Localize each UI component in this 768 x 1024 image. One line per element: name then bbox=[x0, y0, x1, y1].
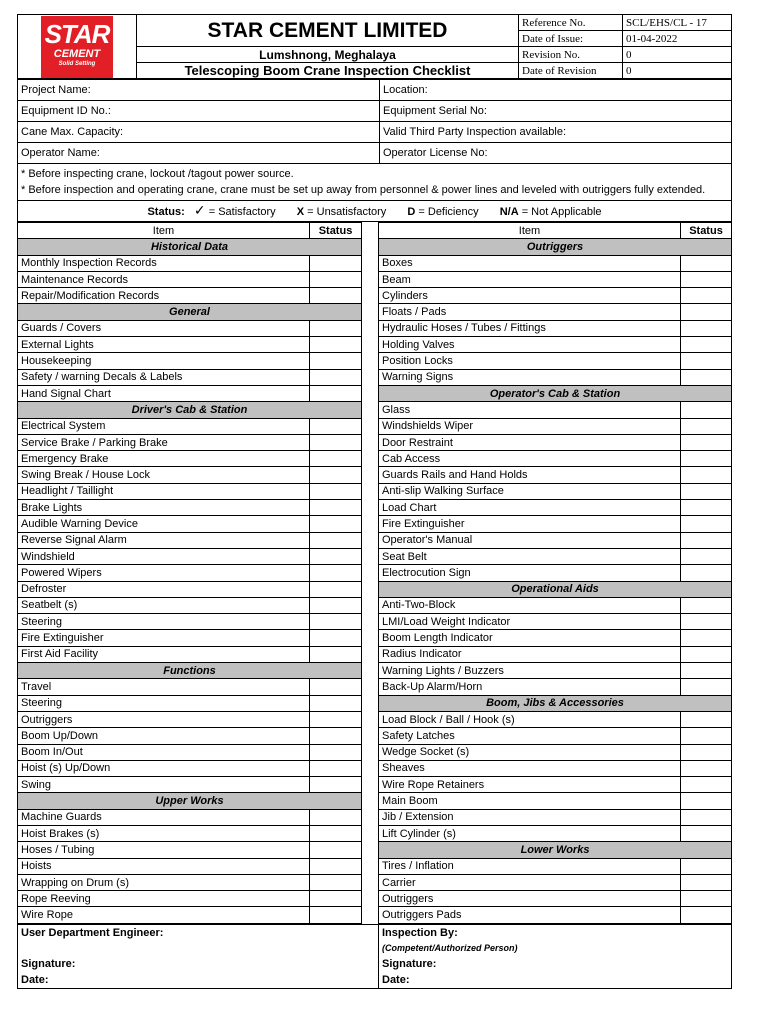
operator-name-field[interactable]: Operator Name: bbox=[18, 143, 380, 164]
note-setup: * Before inspection and operating crane, crane must be set up away from personnel & power lines and leveled with outriggers fully extended. bbox=[21, 184, 706, 196]
right-checklist-item: Windshields Wiper bbox=[379, 418, 681, 434]
right-checklist-item: Fire Extinguisher bbox=[379, 516, 681, 532]
left-status-cell[interactable] bbox=[310, 597, 362, 613]
right-status-cell[interactable] bbox=[681, 777, 732, 793]
left-status-cell[interactable] bbox=[310, 679, 362, 695]
right-checklist-item: Holding Valves bbox=[379, 337, 681, 353]
right-status-cell[interactable] bbox=[681, 483, 732, 499]
left-checklist-item: Swing bbox=[18, 777, 310, 793]
column-gap bbox=[362, 842, 379, 858]
right-status-cell[interactable] bbox=[681, 630, 732, 646]
left-status-cell[interactable] bbox=[310, 532, 362, 548]
left-status-cell[interactable] bbox=[310, 842, 362, 858]
right-status-cell[interactable] bbox=[681, 369, 732, 385]
left-status-cell[interactable] bbox=[310, 288, 362, 304]
right-status-cell[interactable] bbox=[681, 402, 732, 418]
left-section-title: General bbox=[18, 304, 362, 320]
checklist-row bbox=[18, 402, 732, 418]
column-gap bbox=[362, 434, 379, 450]
column-gap bbox=[362, 548, 379, 564]
column-gap bbox=[362, 597, 379, 613]
right-item-header: Item bbox=[379, 223, 681, 239]
left-checklist-item: First Aid Facility bbox=[18, 646, 310, 662]
right-checklist-item: Beam bbox=[379, 271, 681, 287]
right-status-cell[interactable] bbox=[681, 614, 732, 630]
left-checklist-item: Boom In/Out bbox=[18, 744, 310, 760]
column-gap bbox=[362, 451, 379, 467]
checklist-row bbox=[18, 744, 732, 760]
left-status-cell[interactable] bbox=[310, 369, 362, 385]
left-status-cell[interactable] bbox=[310, 728, 362, 744]
left-status-cell[interactable] bbox=[310, 418, 362, 434]
max-capacity-field[interactable]: Cane Max. Capacity: bbox=[18, 122, 380, 143]
right-checklist-item: Boom Length Indicator bbox=[379, 630, 681, 646]
column-gap bbox=[362, 760, 379, 776]
checklist-row bbox=[18, 728, 732, 744]
legend-d-symbol: D bbox=[407, 206, 416, 218]
left-status-cell[interactable] bbox=[310, 858, 362, 874]
left-checklist-item: Steering bbox=[18, 695, 310, 711]
signature-right[interactable]: Signature: bbox=[379, 956, 732, 972]
left-status-cell[interactable] bbox=[310, 483, 362, 499]
left-status-cell[interactable] bbox=[310, 500, 362, 516]
meta-label: Revision No. bbox=[519, 47, 623, 63]
left-checklist-item: Maintenance Records bbox=[18, 271, 310, 287]
left-status-cell[interactable] bbox=[310, 467, 362, 483]
right-status-cell[interactable] bbox=[681, 825, 732, 841]
left-status-header: Status bbox=[310, 223, 362, 239]
right-status-cell[interactable] bbox=[681, 467, 732, 483]
logo-cement-text: CEMENT bbox=[53, 47, 101, 60]
left-checklist-item: Housekeeping bbox=[18, 353, 310, 369]
left-checklist-item: Travel bbox=[18, 679, 310, 695]
right-checklist-item: Door Restraint bbox=[379, 434, 681, 450]
left-checklist-item: Repair/Modification Records bbox=[18, 288, 310, 304]
column-gap bbox=[362, 679, 379, 695]
right-checklist-item: Floats / Pads bbox=[379, 304, 681, 320]
info-table bbox=[17, 79, 732, 222]
checklist-row bbox=[18, 809, 732, 825]
column-gap bbox=[362, 711, 379, 727]
meta-label: Date of Issue: bbox=[519, 31, 623, 47]
left-status-cell[interactable] bbox=[310, 646, 362, 662]
column-gap bbox=[362, 695, 379, 711]
left-status-cell[interactable] bbox=[310, 744, 362, 760]
checklist-row bbox=[18, 451, 732, 467]
right-section-title: Operational Aids bbox=[379, 581, 732, 597]
right-section-title: Operator's Cab & Station bbox=[379, 385, 732, 401]
column-gap bbox=[362, 271, 379, 287]
left-checklist-item: Wrapping on Drum (s) bbox=[18, 874, 310, 890]
column-gap bbox=[362, 500, 379, 516]
left-checklist-item: Hoists bbox=[18, 858, 310, 874]
right-section-title: Outriggers bbox=[379, 239, 732, 255]
legend-deficiency: = Deficiency bbox=[418, 206, 479, 218]
right-checklist-item: Sheaves bbox=[379, 760, 681, 776]
column-gap bbox=[362, 304, 379, 320]
left-checklist-item: Wire Rope bbox=[18, 907, 310, 923]
right-checklist-item: Carrier bbox=[379, 874, 681, 890]
column-gap bbox=[362, 369, 379, 385]
right-checklist-item: Wedge Socket (s) bbox=[379, 744, 681, 760]
left-status-cell[interactable] bbox=[310, 777, 362, 793]
right-checklist-item: Tires / Inflation bbox=[379, 858, 681, 874]
column-gap bbox=[362, 239, 379, 255]
right-checklist-item: Back-Up Alarm/Horn bbox=[379, 679, 681, 695]
right-status-cell[interactable] bbox=[681, 760, 732, 776]
meta-label: Date of Revision bbox=[519, 63, 623, 79]
right-status-cell[interactable] bbox=[681, 711, 732, 727]
left-checklist-item: Monthly Inspection Records bbox=[18, 255, 310, 271]
column-gap bbox=[362, 777, 379, 793]
checklist-row bbox=[18, 304, 732, 320]
left-checklist-item: Safety / warning Decals & Labels bbox=[18, 369, 310, 385]
notes bbox=[18, 164, 732, 201]
left-checklist-item: Boom Up/Down bbox=[18, 728, 310, 744]
checklist-row bbox=[18, 565, 732, 581]
left-status-cell[interactable] bbox=[310, 891, 362, 907]
right-status-cell[interactable] bbox=[681, 451, 732, 467]
right-status-cell[interactable] bbox=[681, 548, 732, 564]
column-gap bbox=[362, 663, 379, 679]
left-status-cell[interactable] bbox=[310, 451, 362, 467]
right-status-cell[interactable] bbox=[681, 907, 732, 923]
legend-satisfactory: = Satisfactory bbox=[208, 206, 276, 218]
left-checklist-item: Hand Signal Chart bbox=[18, 385, 310, 401]
column-gap bbox=[362, 630, 379, 646]
left-checklist-item: Emergency Brake bbox=[18, 451, 310, 467]
column-gap bbox=[362, 891, 379, 907]
checklist-row bbox=[18, 353, 732, 369]
right-checklist-item: Glass bbox=[379, 402, 681, 418]
left-checklist-item: Hoses / Tubing bbox=[18, 842, 310, 858]
note-lockout: * Before inspecting crane, lockout /tagout power source. bbox=[21, 168, 294, 180]
company-location: Lumshnong, Meghalaya bbox=[137, 47, 519, 63]
left-checklist-item: Reverse Signal Alarm bbox=[18, 532, 310, 548]
left-status-cell[interactable] bbox=[310, 614, 362, 630]
right-checklist-item: Wire Rope Retainers bbox=[379, 777, 681, 793]
location-field[interactable]: Location: bbox=[380, 80, 732, 101]
company-name: STAR CEMENT LIMITED bbox=[137, 15, 519, 47]
right-status-cell[interactable] bbox=[681, 891, 732, 907]
right-checklist-item: Operator's Manual bbox=[379, 532, 681, 548]
column-gap bbox=[362, 483, 379, 499]
right-checklist-item: Outriggers bbox=[379, 891, 681, 907]
legend-na-symbol: N/A bbox=[499, 206, 519, 218]
legend-not-applicable: = Not Applicable bbox=[521, 206, 602, 218]
right-checklist-item: Warning Lights / Buzzers bbox=[379, 663, 681, 679]
left-status-cell[interactable] bbox=[310, 809, 362, 825]
left-status-cell[interactable] bbox=[310, 337, 362, 353]
column-gap bbox=[362, 516, 379, 532]
meta-value[interactable]: 0 bbox=[623, 47, 732, 63]
left-status-cell[interactable] bbox=[310, 711, 362, 727]
right-status-cell[interactable] bbox=[681, 500, 732, 516]
signature-left[interactable]: Signature: bbox=[18, 956, 379, 972]
right-checklist-item: Cab Access bbox=[379, 451, 681, 467]
checklist-row bbox=[18, 777, 732, 793]
checklist-row bbox=[18, 711, 732, 727]
document-title: Telescoping Boom Crane Inspection Checklist bbox=[137, 63, 519, 79]
left-status-cell[interactable] bbox=[310, 353, 362, 369]
left-status-cell[interactable] bbox=[310, 548, 362, 564]
checklist-row bbox=[18, 891, 732, 907]
checklist-row bbox=[18, 548, 732, 564]
checklist-row bbox=[18, 532, 732, 548]
right-status-cell[interactable] bbox=[681, 271, 732, 287]
column-gap bbox=[362, 646, 379, 662]
logo-star-text: STAR bbox=[44, 18, 110, 49]
left-status-cell[interactable] bbox=[310, 630, 362, 646]
checklist-row bbox=[18, 255, 732, 271]
left-checklist-item: Rope Reeving bbox=[18, 891, 310, 907]
checklist-row bbox=[18, 516, 732, 532]
left-status-cell[interactable] bbox=[310, 565, 362, 581]
star-cement-logo bbox=[41, 16, 113, 78]
left-checklist-item: Guards / Covers bbox=[18, 320, 310, 336]
column-gap bbox=[362, 907, 379, 923]
right-checklist-item: Main Boom bbox=[379, 793, 681, 809]
column-gap bbox=[362, 385, 379, 401]
column-gap bbox=[362, 825, 379, 841]
logo-tagline: Solid Setting bbox=[58, 60, 96, 67]
equipment-serial-field[interactable]: Equipment Serial No: bbox=[380, 101, 732, 122]
project-name-field[interactable]: Project Name: bbox=[18, 80, 380, 101]
left-status-cell[interactable] bbox=[310, 695, 362, 711]
left-status-cell[interactable] bbox=[310, 516, 362, 532]
left-item-header: Item bbox=[18, 223, 310, 239]
column-gap bbox=[362, 581, 379, 597]
right-checklist-item: Seat Belt bbox=[379, 548, 681, 564]
right-status-cell[interactable] bbox=[681, 532, 732, 548]
signature-table bbox=[17, 924, 732, 989]
left-checklist-item: Outriggers bbox=[18, 711, 310, 727]
operator-license-field[interactable]: Operator License No: bbox=[380, 143, 732, 164]
check-icon: ✓ bbox=[193, 202, 206, 218]
meta-value[interactable]: SCL/EHS/CL - 17 bbox=[623, 15, 732, 31]
legend-unsatisfactory: = Unsatisfactory bbox=[307, 206, 387, 218]
left-checklist-item: Electrical System bbox=[18, 418, 310, 434]
right-section-title: Boom, Jibs & Accessories bbox=[379, 695, 732, 711]
checklist-row bbox=[18, 467, 732, 483]
right-status-cell[interactable] bbox=[681, 793, 732, 809]
checklist-row bbox=[18, 418, 732, 434]
left-status-cell[interactable] bbox=[310, 581, 362, 597]
left-checklist-item: Hoist (s) Up/Down bbox=[18, 760, 310, 776]
checklist-row bbox=[18, 337, 732, 353]
right-status-cell[interactable] bbox=[681, 744, 732, 760]
checklist-row bbox=[18, 483, 732, 499]
left-status-cell[interactable] bbox=[310, 255, 362, 271]
checklist-row bbox=[18, 597, 732, 613]
checklist-row bbox=[18, 320, 732, 336]
right-status-cell[interactable] bbox=[681, 858, 732, 874]
column-gap bbox=[362, 858, 379, 874]
right-checklist-item: Load Block / Ball / Hook (s) bbox=[379, 711, 681, 727]
competent-person-note: (Competent/Authorized Person) bbox=[379, 940, 732, 956]
column-gap bbox=[362, 728, 379, 744]
checklist-row bbox=[18, 842, 732, 858]
checklist-row bbox=[18, 614, 732, 630]
left-checklist-item: Hoist Brakes (s) bbox=[18, 825, 310, 841]
column-gap bbox=[362, 793, 379, 809]
column-gap bbox=[362, 320, 379, 336]
right-status-cell[interactable] bbox=[681, 809, 732, 825]
checklist-row bbox=[18, 239, 732, 255]
column-gap bbox=[362, 353, 379, 369]
checklist-row bbox=[18, 907, 732, 923]
left-checklist-item: Windshield bbox=[18, 548, 310, 564]
left-status-cell[interactable] bbox=[310, 320, 362, 336]
right-status-cell[interactable] bbox=[681, 288, 732, 304]
checklist-row bbox=[18, 760, 732, 776]
column-gap bbox=[362, 255, 379, 271]
column-gap bbox=[362, 337, 379, 353]
left-checklist-item: Machine Guards bbox=[18, 809, 310, 825]
checklist-row bbox=[18, 663, 732, 679]
checklist-row bbox=[18, 695, 732, 711]
right-section-title: Lower Works bbox=[379, 842, 732, 858]
column-gap bbox=[362, 809, 379, 825]
left-checklist-item: Brake Lights bbox=[18, 500, 310, 516]
left-section-title: Driver's Cab & Station bbox=[18, 402, 362, 418]
left-checklist-item: Fire Extinguisher bbox=[18, 630, 310, 646]
right-status-cell[interactable] bbox=[681, 565, 732, 581]
right-checklist-item: Boxes bbox=[379, 255, 681, 271]
date-right[interactable]: Date: bbox=[379, 972, 732, 988]
right-checklist-item: Outriggers Pads bbox=[379, 907, 681, 923]
right-checklist-item: Anti-slip Walking Surface bbox=[379, 483, 681, 499]
left-status-cell[interactable] bbox=[310, 874, 362, 890]
right-checklist-item: Load Chart bbox=[379, 500, 681, 516]
engineer-label: User Department Engineer: bbox=[18, 924, 379, 940]
right-checklist-item: Lift Cylinder (s) bbox=[379, 825, 681, 841]
header-table bbox=[17, 14, 732, 79]
right-status-cell[interactable] bbox=[681, 320, 732, 336]
checklist-row bbox=[18, 874, 732, 890]
equipment-id-field[interactable]: Equipment ID No.: bbox=[18, 101, 380, 122]
right-checklist-item: Position Locks bbox=[379, 353, 681, 369]
legend-x-symbol: X bbox=[296, 206, 305, 218]
meta-value[interactable]: 0 bbox=[623, 63, 732, 79]
left-checklist-item: Headlight / Taillight bbox=[18, 483, 310, 499]
right-status-cell[interactable] bbox=[681, 646, 732, 662]
right-checklist-item: Jib / Extension bbox=[379, 809, 681, 825]
left-checklist-item: Swing Break / House Lock bbox=[18, 467, 310, 483]
column-gap bbox=[362, 744, 379, 760]
checklist-row bbox=[18, 369, 732, 385]
column-gap bbox=[362, 418, 379, 434]
right-status-cell[interactable] bbox=[681, 728, 732, 744]
left-status-cell[interactable] bbox=[310, 907, 362, 923]
checklist-row bbox=[18, 858, 732, 874]
right-checklist-item: Anti-Two-Block bbox=[379, 597, 681, 613]
checklist-row bbox=[18, 434, 732, 450]
column-gap bbox=[362, 467, 379, 483]
left-checklist-item: Powered Wipers bbox=[18, 565, 310, 581]
left-checklist-item: Steering bbox=[18, 614, 310, 630]
inspection-by-label: Inspection By: bbox=[379, 924, 732, 940]
right-checklist-item: Safety Latches bbox=[379, 728, 681, 744]
right-checklist-item: Cylinders bbox=[379, 288, 681, 304]
left-checklist-item: Seatbelt (s) bbox=[18, 597, 310, 613]
third-party-field[interactable]: Valid Third Party Inspection available: bbox=[380, 122, 732, 143]
column-gap bbox=[362, 223, 379, 239]
checklist-row bbox=[18, 793, 732, 809]
left-section-title: Functions bbox=[18, 663, 362, 679]
left-status-cell[interactable] bbox=[310, 385, 362, 401]
checklist-row bbox=[18, 581, 732, 597]
checklist-row bbox=[18, 825, 732, 841]
right-status-cell[interactable] bbox=[681, 304, 732, 320]
left-checklist-item: Service Brake / Parking Brake bbox=[18, 434, 310, 450]
right-status-cell[interactable] bbox=[681, 418, 732, 434]
checklist-row bbox=[18, 630, 732, 646]
meta-value[interactable]: 01-04-2022 bbox=[623, 31, 732, 47]
status-legend-label: Status: bbox=[147, 206, 185, 218]
column-gap bbox=[362, 874, 379, 890]
right-status-cell[interactable] bbox=[681, 597, 732, 613]
logo-cell bbox=[18, 15, 137, 79]
right-status-cell[interactable] bbox=[681, 516, 732, 532]
right-status-cell[interactable] bbox=[681, 874, 732, 890]
left-section-title: Upper Works bbox=[18, 793, 362, 809]
checklist-row bbox=[18, 271, 732, 287]
status-legend bbox=[18, 201, 732, 222]
left-status-cell[interactable] bbox=[310, 271, 362, 287]
right-checklist-item: Guards Rails and Hand Holds bbox=[379, 467, 681, 483]
column-gap bbox=[362, 614, 379, 630]
left-section-title: Historical Data bbox=[18, 239, 362, 255]
right-checklist-item: Electrocution Sign bbox=[379, 565, 681, 581]
right-status-cell[interactable] bbox=[681, 663, 732, 679]
right-checklist-item: Radius Indicator bbox=[379, 646, 681, 662]
right-status-cell[interactable] bbox=[681, 353, 732, 369]
right-status-cell[interactable] bbox=[681, 337, 732, 353]
meta-label: Reference No. bbox=[519, 15, 623, 31]
checklist-row bbox=[18, 646, 732, 662]
column-gap bbox=[362, 532, 379, 548]
right-checklist-item: LMI/Load Weight Indicator bbox=[379, 614, 681, 630]
right-status-cell[interactable] bbox=[681, 255, 732, 271]
column-gap bbox=[362, 402, 379, 418]
right-status-cell[interactable] bbox=[681, 679, 732, 695]
checklist-row bbox=[18, 385, 732, 401]
left-status-cell[interactable] bbox=[310, 434, 362, 450]
right-status-cell[interactable] bbox=[681, 434, 732, 450]
column-gap bbox=[362, 565, 379, 581]
left-status-cell[interactable] bbox=[310, 825, 362, 841]
left-checklist-item: External Lights bbox=[18, 337, 310, 353]
date-left[interactable]: Date: bbox=[18, 972, 379, 988]
engineer-blank[interactable] bbox=[18, 940, 379, 956]
right-checklist-item: Hydraulic Hoses / Tubes / Fittings bbox=[379, 320, 681, 336]
right-status-header: Status bbox=[681, 223, 732, 239]
left-checklist-item: Audible Warning Device bbox=[18, 516, 310, 532]
checklist-row bbox=[18, 500, 732, 516]
checklist-row bbox=[18, 679, 732, 695]
inspection-sheet bbox=[17, 14, 731, 989]
checklist-table bbox=[17, 222, 732, 924]
left-status-cell[interactable] bbox=[310, 760, 362, 776]
left-checklist-item: Defroster bbox=[18, 581, 310, 597]
column-gap bbox=[362, 288, 379, 304]
right-checklist-item: Warning Signs bbox=[379, 369, 681, 385]
checklist-row bbox=[18, 288, 732, 304]
